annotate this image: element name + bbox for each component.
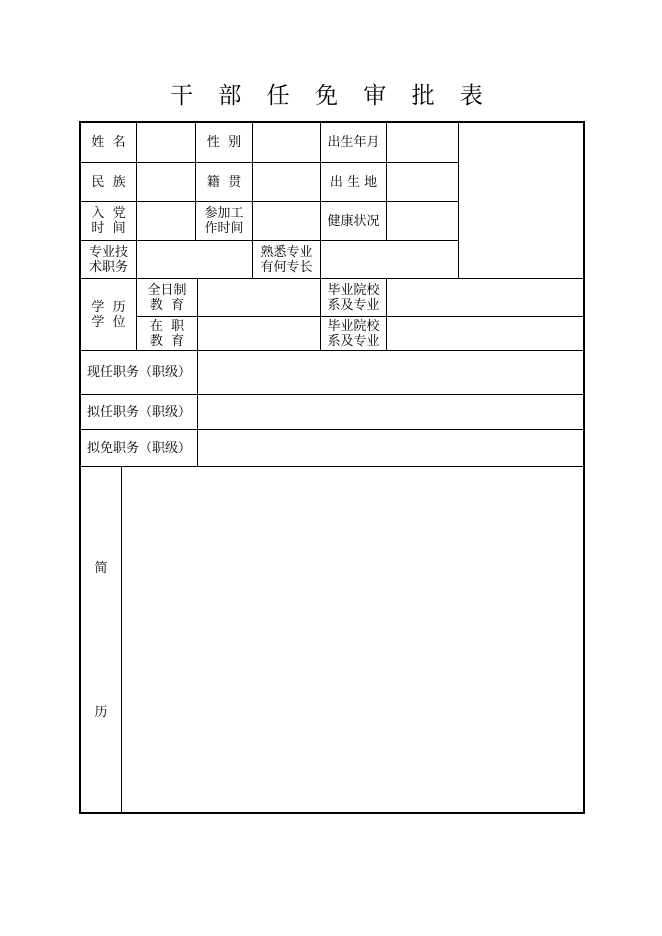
party-join-field[interactable]: [137, 202, 196, 241]
name-field[interactable]: [137, 123, 196, 163]
education-label: 学 历 学 位: [81, 279, 137, 351]
birthplace-label: 出 生 地: [321, 163, 387, 202]
inservice-education-label: 在 职 教 育: [137, 317, 198, 351]
resume-label-char-1: 简: [94, 561, 108, 576]
native-place-field[interactable]: [253, 163, 321, 202]
work-start-field[interactable]: [253, 202, 321, 241]
current-post-field[interactable]: [198, 351, 585, 395]
fulltime-school-field[interactable]: [387, 279, 585, 317]
fulltime-education-field[interactable]: [198, 279, 321, 317]
gender-field[interactable]: [253, 123, 321, 163]
tech-title-field[interactable]: [137, 241, 253, 279]
ethnicity-label: 民 族: [81, 163, 137, 202]
current-post-label: 现任职务（职级）: [81, 351, 198, 395]
specialty-field[interactable]: [321, 241, 459, 279]
fulltime-education-label: 全日制 教 育: [137, 279, 198, 317]
ethnicity-field[interactable]: [137, 163, 196, 202]
resume-field[interactable]: [122, 467, 585, 814]
proposed-post-field[interactable]: [198, 395, 585, 430]
resume-label-char-2: 历: [94, 705, 108, 720]
form-title: 干 部 任 免 审 批 表: [170, 83, 492, 109]
birth-date-field[interactable]: [387, 123, 459, 163]
gender-label: 性 别: [196, 123, 253, 163]
work-start-label: 参加工 作时间: [196, 202, 253, 241]
photo-area[interactable]: [459, 123, 585, 279]
tech-title-label: 专业技 术职务: [81, 241, 137, 279]
health-label: 健康状况: [321, 202, 387, 241]
fulltime-school-label: 毕业院校 系及专业: [321, 279, 387, 317]
specialty-label: 熟悉专业 有何专长: [253, 241, 321, 279]
birth-date-label: 出生年月: [321, 123, 387, 163]
proposed-removal-label: 拟免职务（职级）: [81, 430, 198, 467]
proposed-removal-field[interactable]: [198, 430, 585, 467]
party-join-label: 入 党 时 间: [81, 202, 137, 241]
native-place-label: 籍 贯: [196, 163, 253, 202]
birthplace-field[interactable]: [387, 163, 459, 202]
resume-label: [81, 467, 122, 814]
name-label: 姓 名: [81, 123, 137, 163]
inservice-education-field[interactable]: [198, 317, 321, 351]
proposed-post-label: 拟任职务（职级）: [81, 395, 198, 430]
health-field[interactable]: [387, 202, 459, 241]
inservice-school-label: 毕业院校 系及专业: [321, 317, 387, 351]
inservice-school-field[interactable]: [387, 317, 585, 351]
approval-form-table: [79, 121, 585, 814]
